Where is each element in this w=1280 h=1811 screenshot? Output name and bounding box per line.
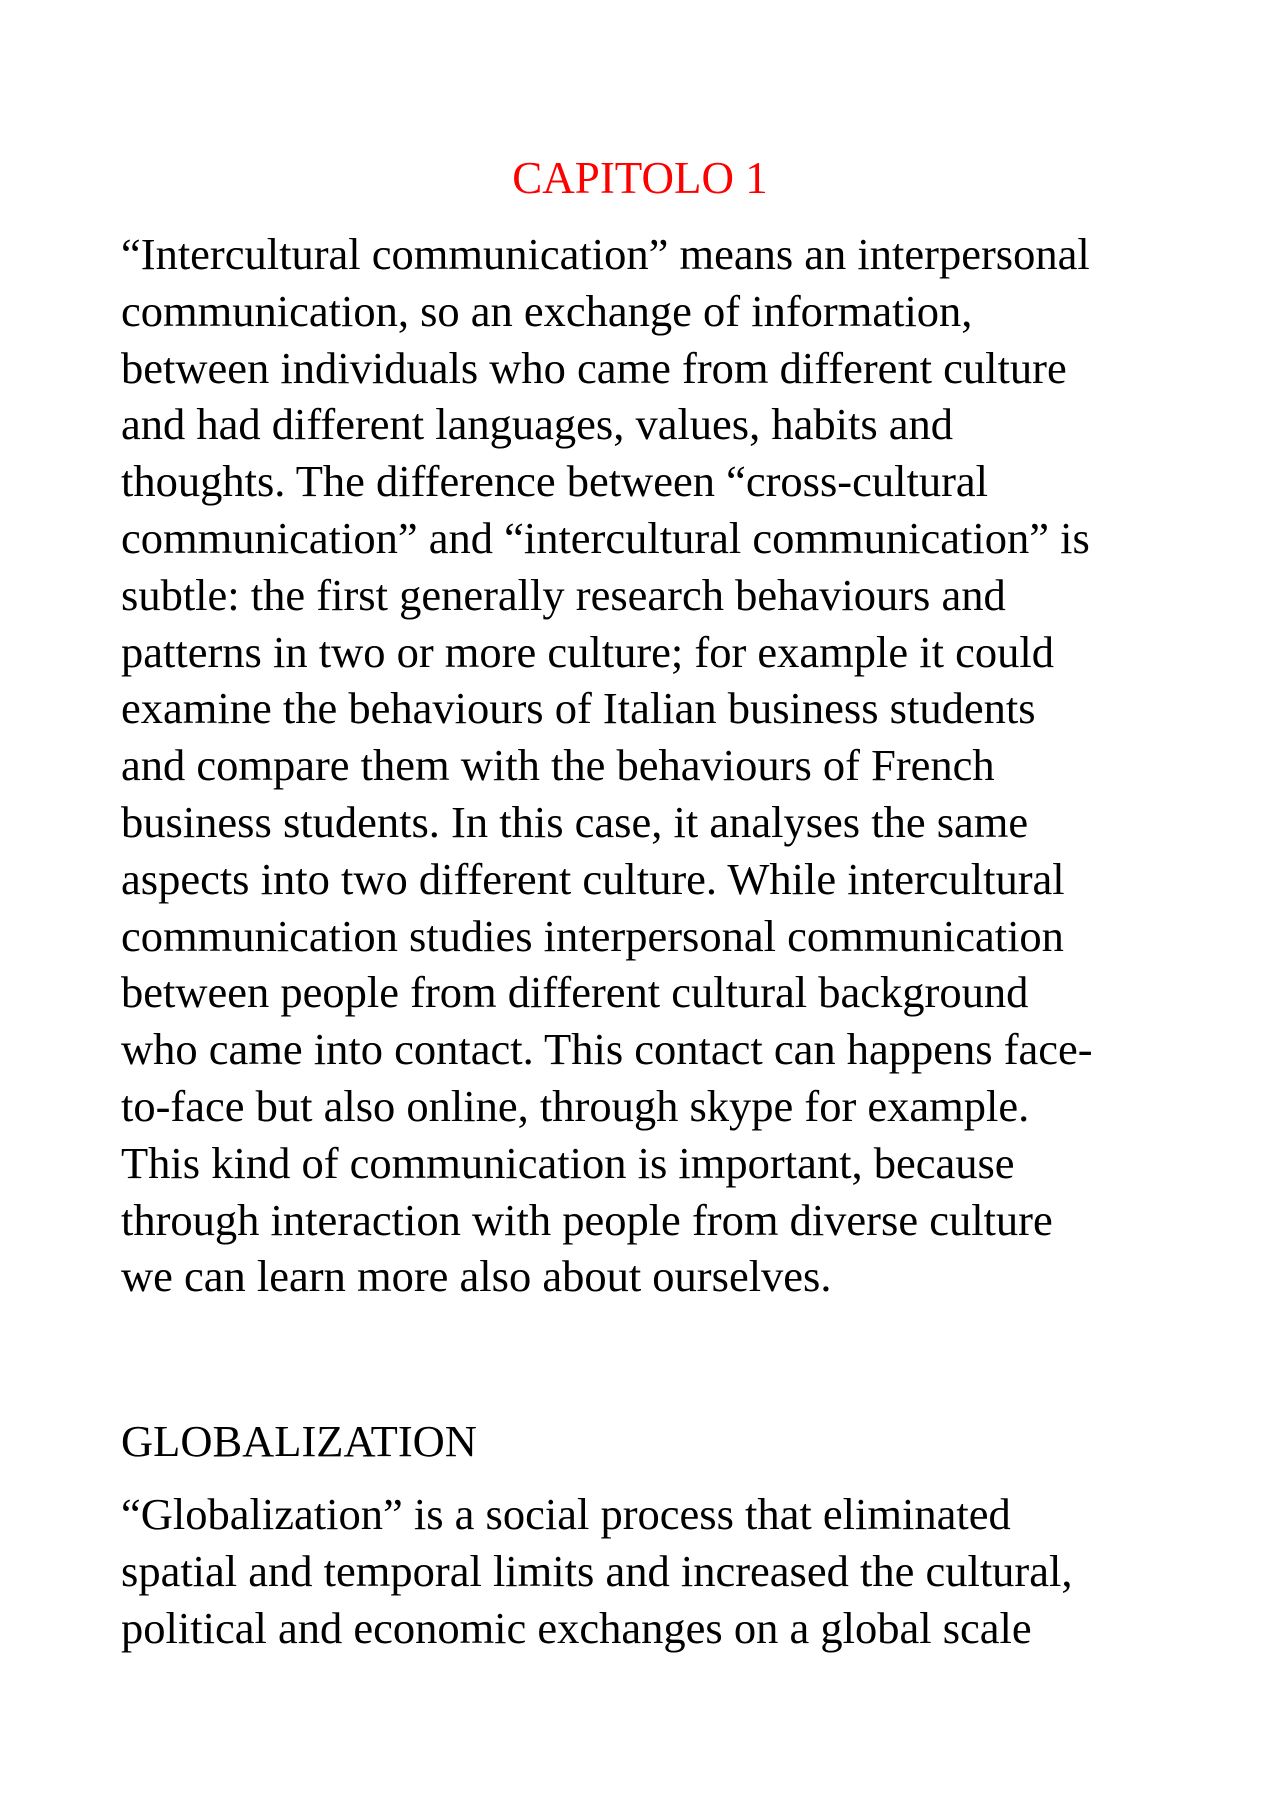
paragraph-line: business students. In this case, it analyses the same — [121, 796, 1029, 847]
paragraph-line: communication” and “intercultural communication” is — [121, 512, 1090, 563]
paragraph-line: This kind of communication is important, because — [121, 1137, 1015, 1188]
paragraph-line: examine the behaviours of Italian business students — [121, 683, 1036, 734]
section-heading-globalization: GLOBALIZATION — [121, 1416, 477, 1466]
paragraph-line: thoughts. The difference between “cross-cultural — [121, 456, 989, 507]
paragraph-line: and had different languages, values, habits and — [121, 399, 954, 450]
paragraph-line: patterns in two or more culture; for example it could — [121, 626, 1054, 677]
paragraph-line: “Globalization” is a social process that eliminated — [121, 1489, 1011, 1539]
paragraph-line: aspects into two different culture. While intercultural — [121, 853, 1065, 904]
paragraph-line: spatial and temporal limits and increased the cultural, — [121, 1545, 1073, 1596]
chapter-title: CAPITOLO 1 — [512, 153, 768, 203]
paragraph-line: who came into contact. This contact can happens face- — [121, 1024, 1093, 1075]
paragraph-line: communication studies interpersonal communication — [121, 910, 1064, 961]
globalization-paragraph — [121, 1486, 1161, 1656]
paragraph-line: communication, so an exchange of information, — [121, 285, 973, 336]
paragraph-line: “Intercultural communication” means an interpersonal — [121, 229, 1090, 279]
paragraph-line: we can learn more also about ourselves. — [121, 1251, 832, 1302]
paragraph-line: political and economic exchanges on a global scale — [121, 1602, 1032, 1653]
paragraph-line: subtle: the first generally research behaviours and — [121, 569, 1006, 620]
paragraph-line: between individuals who came from different culture — [121, 342, 1067, 393]
paragraph-line: to-face but also online, through skype for example. — [121, 1080, 1030, 1131]
paragraph-line: and compare them with the behaviours of French — [121, 740, 995, 791]
intercultural-communication-paragraph — [121, 226, 1161, 1305]
paragraph-line: through interaction with people from diverse culture — [121, 1194, 1053, 1245]
paragraph-line: between people from different cultural background — [121, 967, 1029, 1018]
